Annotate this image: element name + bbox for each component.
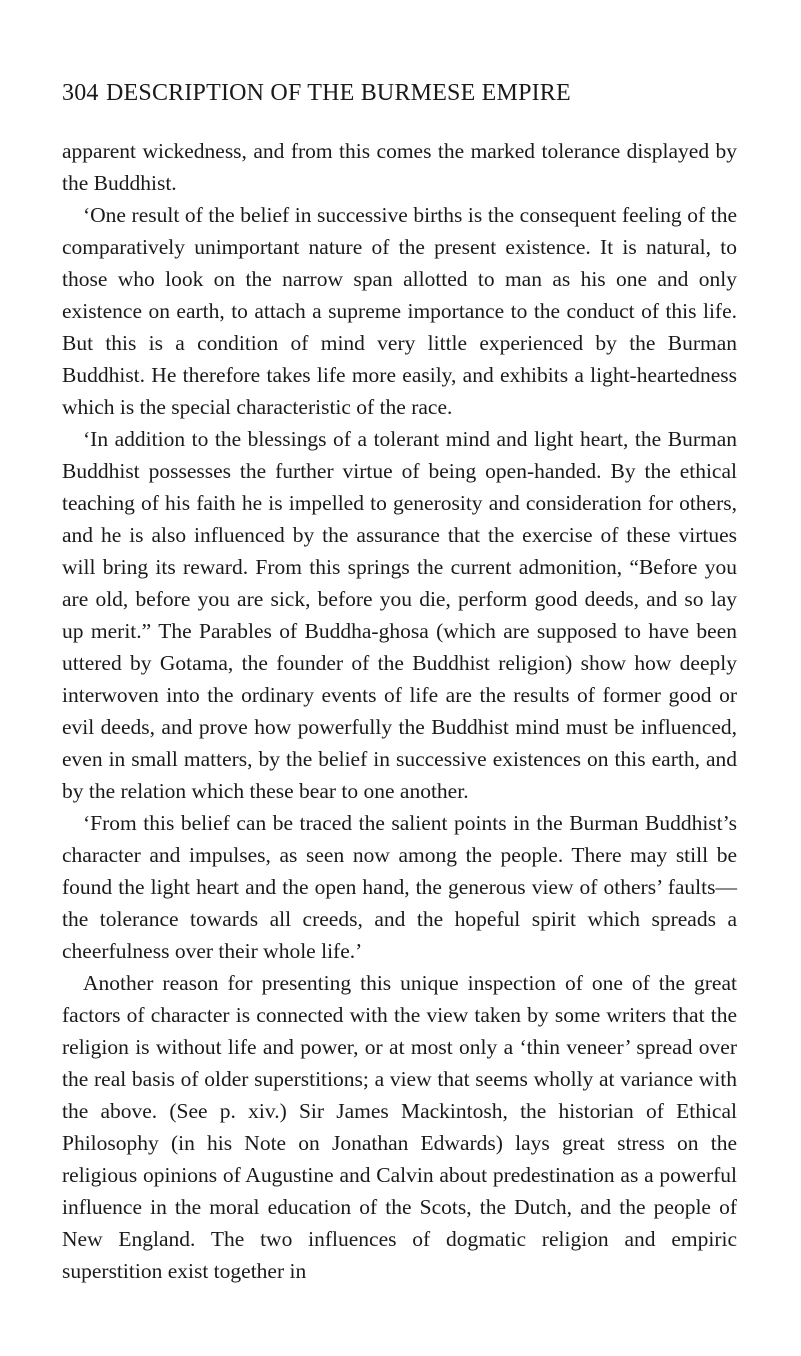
paragraph-salient-points: ‘From this belief can be traced the salient points in the Burman Buddhist’s character and impulses, as seen now among the people. There may still be found the light heart and the open hand, the generous view of others’ faults—the tolerance towards all creeds, and the hopeful spirit which spreads a cheerfulness over their whole life.’ [62, 811, 737, 963]
paragraph-successive-births: ‘One result of the belief in successive births is the consequent feeling of the comparatively unimportant nature of the present existence. It is natural, to those who look on the narrow span allotted to man as his one and only existence on earth, to attach a supreme importance to the conduct of this life. But this is a condition of mind very little experienced by the Burman Buddhist. He therefore takes life more easily, and exhibits a light-heartedness which is the special characteristic of the race. [62, 203, 737, 419]
page-number: 304 [62, 80, 99, 106]
paragraph-another-reason: Another reason for presenting this unique inspection of one of the great factors of character is connected with the view taken by some writers that the religion is without life and power, or at most only a ‘thin veneer’ spread over the real basis of older superstitions; a view that seems wholly at variance with the above. (See p. xiv.) Sir James Mackintosh, the historian of Ethical Philosophy (in his Note on Jonathan Edwards) lays great stress on the religious opinions of Augustine and Calvin about predestination as a powerful influence in the moral education of the Scots, the Dutch, and the people of New England. The two influences of dogmatic religion and empiric superstition exist together in [62, 971, 737, 1283]
paragraph-continuation: apparent wickedness, and from this comes the marked tolerance displayed by the Buddhist. [62, 139, 737, 195]
paragraph-open-handed: ‘In addition to the blessings of a tolerant mind and light heart, the Burman Buddhist possesses the further virtue of being open-handed. By the ethical teaching of his faith he is impelled to generosity and consideration for others, and he is also influenced by the assurance that the exercise of these virtues will bring its reward. From this springs the current admonition, “Before you are old, before you are sick, before you die, perform good deeds, and so lay up merit.” The Parables of Buddha-ghosa (which are supposed to have been uttered by Gotama, the founder of the Buddhist religion) show how deeply interwoven into the ordinary events of life are the results of former good or evil deeds, and prove how powerfully the Buddhist mind must be influenced, even in small matters, by the belief in successive existences on this earth, and by the relation which these bear to one another. [62, 427, 737, 803]
body-text [62, 135, 737, 1287]
running-head [62, 80, 737, 120]
running-title: DESCRIPTION OF THE BURMESE EMPIRE [106, 80, 571, 106]
